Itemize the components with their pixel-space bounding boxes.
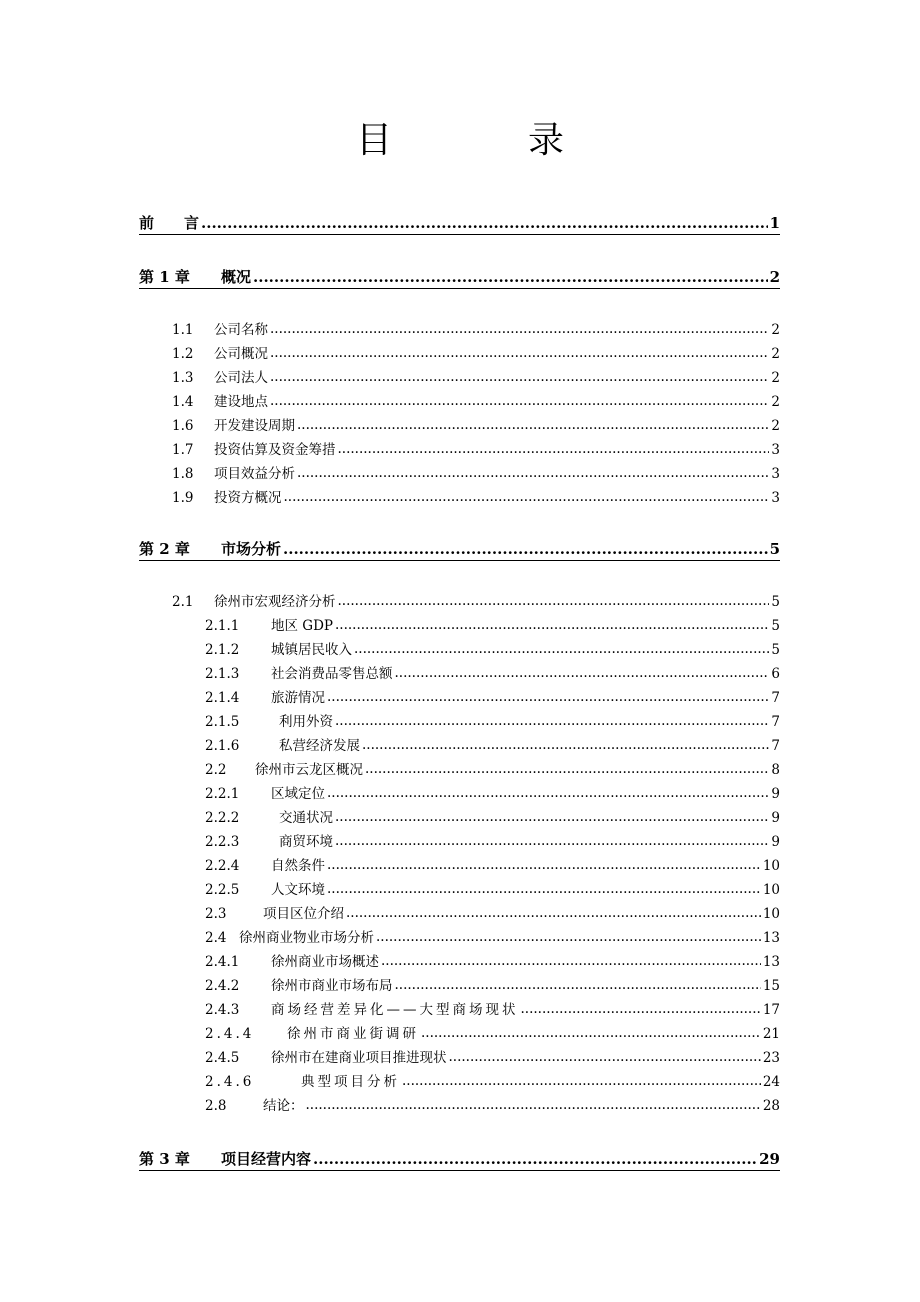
toc-label: 徐州商业物业市场分析 [239, 930, 374, 946]
toc-label: 徐州市宏观经济分析 [214, 594, 336, 610]
toc-leader [283, 539, 768, 554]
toc-number: 2.3 [205, 906, 227, 922]
toc-page-number: 6 [771, 666, 780, 682]
toc-number: 2.2.4 [205, 858, 240, 874]
toc-number: 1.4 [172, 394, 194, 410]
toc-entry[interactable] [205, 854, 780, 874]
toc-number: 1.7 [172, 442, 194, 458]
toc-page-number: 2 [771, 346, 780, 362]
toc-number: 2.1 [172, 594, 194, 610]
toc-entry[interactable] [172, 390, 780, 410]
toc-page-number: 24 [762, 1074, 780, 1090]
toc-label: 项目效益分析 [214, 466, 295, 482]
toc-page-number: 3 [771, 466, 780, 482]
toc-entry[interactable] [205, 1046, 780, 1066]
toc-entry[interactable] [205, 1022, 780, 1042]
toc-page-number: 10 [762, 906, 780, 922]
toc-leader [449, 1049, 761, 1063]
toc-leader [402, 1073, 761, 1087]
toc-label: 人文环境 [271, 882, 325, 898]
toc-leader [201, 213, 768, 228]
toc-number: 1.9 [172, 490, 194, 506]
toc-entry[interactable] [205, 950, 780, 970]
toc-label: 地区 GDP [271, 618, 333, 634]
toc-number: 2.4 [205, 930, 227, 946]
toc-page-number: 7 [771, 690, 780, 706]
toc-label: 投资估算及资金筹措 [214, 442, 336, 458]
toc-entry[interactable] [172, 342, 780, 362]
toc-leader [338, 593, 770, 607]
toc-entry-preface[interactable] [139, 212, 780, 235]
toc-label: 徐州市云龙区概况 [255, 762, 363, 778]
toc-entry[interactable] [205, 926, 780, 946]
toc-leader [335, 809, 769, 823]
toc-leader [421, 1025, 761, 1039]
toc-label: 建设地点 [214, 394, 268, 410]
toc-number: 2.2 [205, 762, 227, 778]
toc-entry[interactable] [172, 590, 780, 610]
toc-page-number: 13 [762, 930, 780, 946]
toc-leader [327, 785, 769, 799]
toc-leader [306, 1097, 761, 1111]
toc-leader [395, 665, 770, 679]
toc-page-number: 8 [771, 762, 780, 778]
toc-page-number: 2 [771, 418, 780, 434]
toc-number: 2.4.5 [205, 1050, 240, 1066]
toc-page-number: 29 [759, 1150, 780, 1168]
toc-label: 商场经营差异化——大型商场现状 [271, 1002, 519, 1018]
toc-entry-chapter-3[interactable] [139, 1148, 780, 1171]
toc-label: 市场分析 [221, 540, 282, 558]
toc-leader [327, 857, 761, 871]
toc-page-number: 2 [769, 268, 780, 286]
toc-number: 2.1.2 [205, 642, 240, 658]
toc-entry[interactable] [205, 614, 780, 634]
toc-entry[interactable] [205, 998, 780, 1018]
toc-entry-chapter-1[interactable] [139, 266, 780, 289]
toc-entry[interactable] [205, 638, 780, 658]
toc-number: 1.3 [172, 370, 194, 386]
toc-entry[interactable] [172, 438, 780, 458]
toc-leader [270, 393, 769, 407]
toc-entry[interactable] [205, 974, 780, 994]
toc-entry[interactable] [172, 486, 780, 506]
toc-number: 2.2.1 [205, 786, 240, 802]
toc-leader [346, 905, 761, 919]
toc-leader [338, 441, 770, 455]
toc-label: 投资方概况 [214, 490, 282, 506]
toc-page-number: 15 [762, 978, 780, 994]
toc-entry[interactable] [205, 734, 780, 754]
toc-page-number: 9 [771, 834, 780, 850]
toc-leader [297, 465, 769, 479]
toc-leader [335, 617, 769, 631]
toc-page-number: 5 [771, 642, 780, 658]
toc-number: 2.1.4 [205, 690, 240, 706]
toc-label: 项目经营内容 [221, 1150, 312, 1168]
toc-label: 结论： [263, 1098, 304, 1114]
toc-label: 徐州市商业街调研 [287, 1026, 419, 1042]
toc-number: 2.1.3 [205, 666, 240, 682]
toc-page-number: 5 [771, 618, 780, 634]
toc-page-number: 9 [771, 786, 780, 802]
toc-leader [270, 345, 769, 359]
toc-entry[interactable] [172, 462, 780, 482]
toc-number: 2.1.1 [205, 618, 240, 634]
toc-label: 商贸环境 [279, 834, 333, 850]
toc-label: 自然条件 [271, 858, 325, 874]
toc-label: 典型项目分析 [301, 1074, 400, 1090]
toc-page-number: 10 [762, 882, 780, 898]
toc-label: 概况 [221, 268, 252, 286]
toc-leader [270, 321, 769, 335]
toc-page-number: 3 [771, 442, 780, 458]
toc-label: 交通状况 [279, 810, 333, 826]
toc-label: 徐州商业市场概述 [271, 954, 379, 970]
toc-number: 2.1.6 [205, 738, 240, 754]
toc-label: 项目区位介绍 [263, 906, 344, 922]
toc-leader [253, 267, 768, 282]
toc-page-number: 1 [769, 214, 780, 232]
toc-leader [335, 833, 769, 847]
toc-entry[interactable] [205, 710, 780, 730]
toc-number: 2.4.6 [205, 1074, 255, 1090]
toc-leader [376, 929, 761, 943]
toc-leader [313, 1149, 757, 1164]
toc-entry[interactable] [205, 1094, 780, 1114]
toc-number: 2.8 [205, 1098, 227, 1114]
toc-leader [335, 713, 769, 727]
toc-page-number: 17 [762, 1002, 780, 1018]
toc-number: 2.2.2 [205, 810, 240, 826]
toc-leader [270, 369, 769, 383]
toc-number: 第 1 章 [139, 268, 190, 286]
toc-page-number: 7 [771, 714, 780, 730]
toc-page-number: 2 [771, 394, 780, 410]
toc-leader [327, 881, 761, 895]
toc-page-number: 23 [762, 1050, 780, 1066]
toc-number: 1.2 [172, 346, 194, 362]
toc-label: 公司概况 [214, 346, 268, 362]
toc-number: 1.6 [172, 418, 194, 434]
toc-page-number: 9 [771, 810, 780, 826]
toc-page-number: 5 [769, 540, 780, 558]
toc-label: 公司名称 [214, 322, 268, 338]
toc-label: 区域定位 [271, 786, 325, 802]
toc-entry[interactable] [205, 806, 780, 826]
toc-leader [327, 689, 769, 703]
toc-entry[interactable] [205, 686, 780, 706]
toc-entry[interactable] [205, 902, 780, 922]
toc-entry[interactable] [205, 662, 780, 682]
toc-label: 徐州市商业市场布局 [271, 978, 393, 994]
toc-page-number: 2 [771, 322, 780, 338]
toc-number: 2.4.4 [205, 1026, 255, 1042]
toc-number: 第 3 章 [139, 1150, 190, 1168]
toc-leader [297, 417, 769, 431]
toc-entry[interactable] [172, 318, 780, 338]
toc-label: 前 言 [139, 214, 200, 232]
toc-entry[interactable] [172, 414, 780, 434]
toc-entry[interactable] [205, 1070, 780, 1090]
toc-label: 开发建设周期 [214, 418, 295, 434]
toc-leader [365, 761, 769, 775]
toc-label: 旅游情况 [271, 690, 325, 706]
toc-leader [395, 977, 761, 991]
toc-number: 2.1.5 [205, 714, 240, 730]
toc-leader [354, 641, 769, 655]
toc-entry[interactable] [172, 366, 780, 386]
toc-number: 第 2 章 [139, 540, 190, 558]
toc-label: 利用外资 [279, 714, 333, 730]
toc-page-number: 5 [771, 594, 780, 610]
toc-entry[interactable] [205, 878, 780, 898]
toc-number: 2.2.5 [205, 882, 240, 898]
toc-leader [362, 737, 769, 751]
toc-number: 2.4.1 [205, 954, 240, 970]
toc-page-number: 2 [771, 370, 780, 386]
toc-page-number: 28 [762, 1098, 780, 1114]
toc-page-number: 21 [762, 1026, 780, 1042]
toc-page-number: 13 [762, 954, 780, 970]
page-title: 目 录 [355, 120, 614, 161]
toc-page-number: 3 [771, 490, 780, 506]
toc-number: 2.2.3 [205, 834, 240, 850]
toc-entry[interactable] [205, 782, 780, 802]
toc-entry[interactable] [205, 758, 780, 778]
toc-entry[interactable] [205, 830, 780, 850]
toc-number: 1.8 [172, 466, 194, 482]
toc-page-number: 7 [771, 738, 780, 754]
toc-leader [381, 953, 761, 967]
toc-label: 徐州市在建商业项目推进现状 [271, 1050, 447, 1066]
toc-page-number: 10 [762, 858, 780, 874]
toc-label: 私营经济发展 [279, 738, 360, 754]
toc-label: 城镇居民收入 [271, 642, 352, 658]
toc-leader [284, 489, 770, 503]
toc-label: 社会消费品零售总额 [271, 666, 393, 682]
toc-number: 2.4.2 [205, 978, 240, 994]
toc-number: 2.4.3 [205, 1002, 240, 1018]
toc-label: 公司法人 [214, 370, 268, 386]
toc-number: 1.1 [172, 322, 194, 338]
toc-leader [521, 1001, 761, 1015]
toc-entry-chapter-2[interactable] [139, 538, 780, 561]
